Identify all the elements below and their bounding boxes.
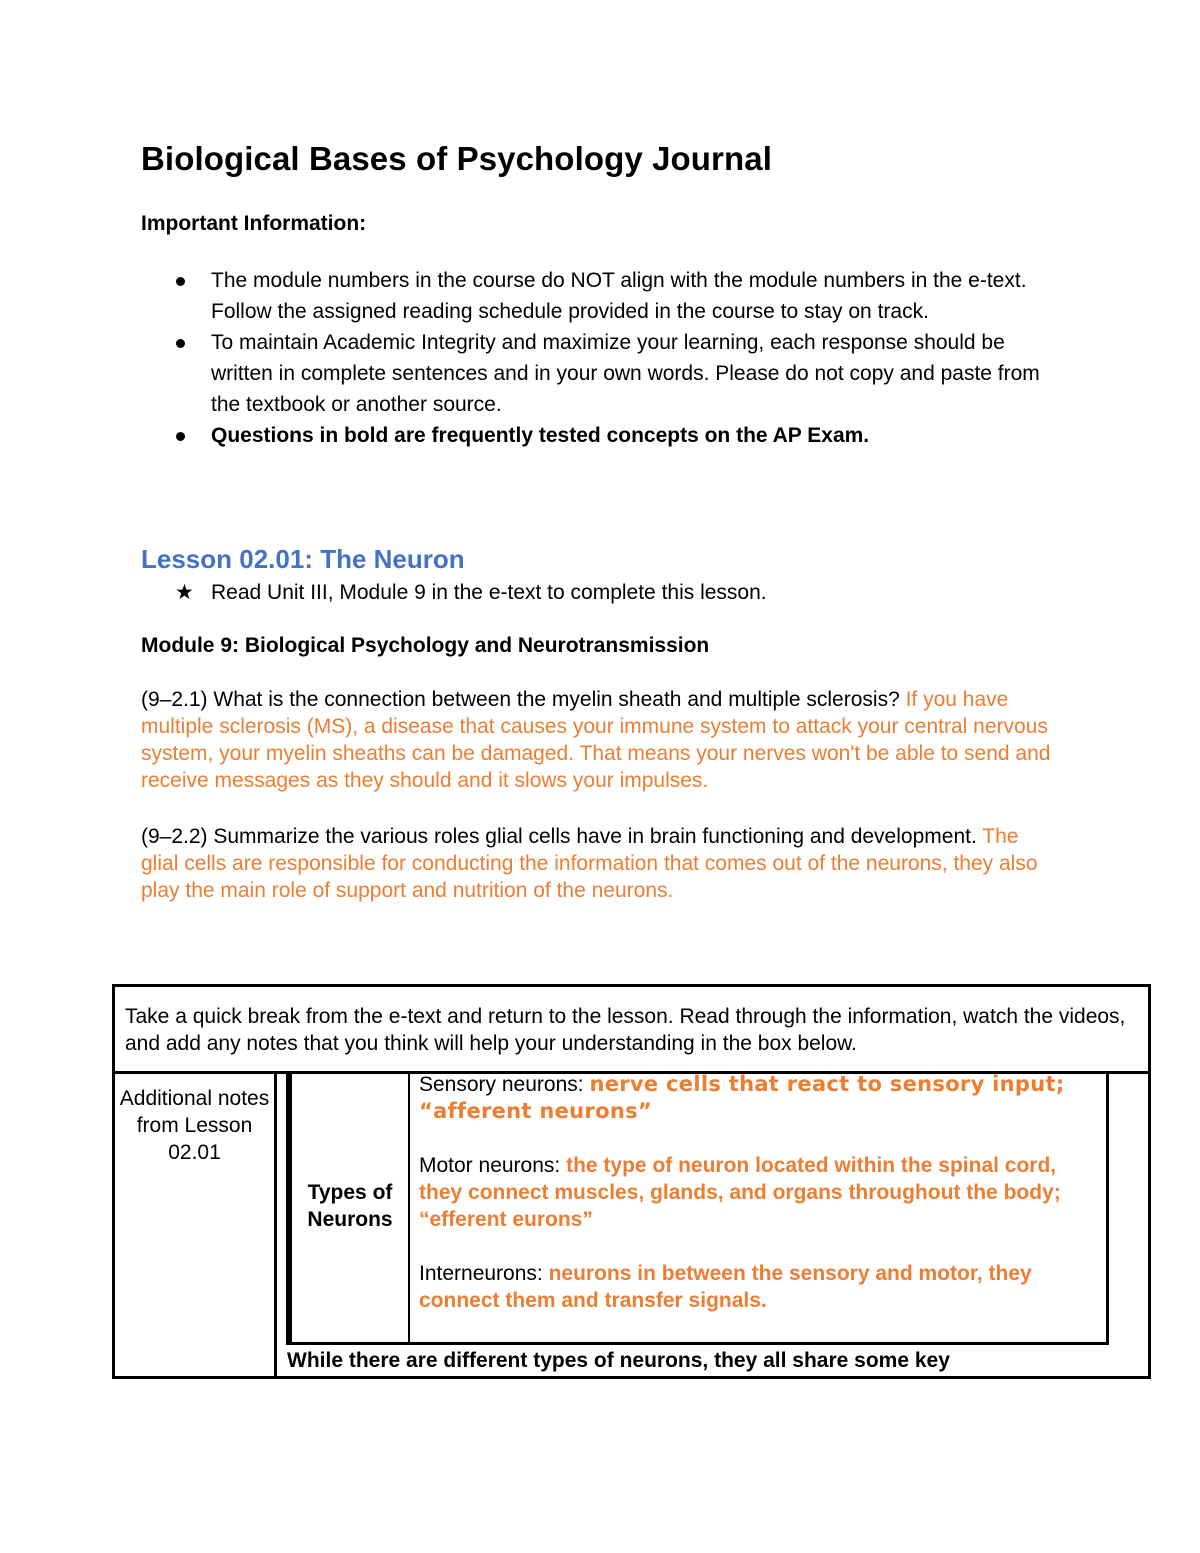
lesson-instruction	[175, 578, 767, 607]
additional-notes-label: Additional notes from Lesson 02.01	[119, 1087, 270, 1164]
neuron-type-label: Motor neurons:	[419, 1154, 561, 1177]
module-heading: Module 9: Biological Psychology and Neurotransmission	[141, 634, 710, 657]
important-info-list	[141, 265, 1071, 451]
bullet-text: The module numbers in the course do NOT align with the module numbers in the e-text. Follow the assigned reading schedule provided in the course to stay on track.	[211, 269, 1027, 323]
document-title: Biological Bases of Psychology Journal	[141, 140, 772, 177]
question-text: (9–2.2) Summarize the various roles glial cells have in brain functioning and development.	[141, 825, 977, 848]
bullet-text: To maintain Academic Integrity and maximize your learning, each response should be written in complete sentences and in your own words. Please do not copy and paste from the textbook or another source.	[211, 331, 1040, 416]
bullet-icon	[176, 339, 185, 348]
list-item	[141, 327, 1071, 420]
bullet-icon	[176, 432, 185, 441]
lesson-title: Lesson 02.01: The Neuron	[141, 544, 465, 574]
neuron-type-answer: nerve cells that react to sensory input; “afferent neurons”	[419, 1072, 1065, 1123]
neuron-type-answer: the type of neuron located within the spinal cord, they connect muscles, glands, and organs throughout the body; “efferent eurons”	[419, 1154, 1061, 1231]
neuron-type-entry	[419, 1071, 1104, 1125]
notes-box	[112, 984, 1151, 1379]
divider	[408, 1071, 410, 1342]
answer-text: The glial cells are responsible for conducting the information that comes out of the neurons, they also play the main role of support and nutrition of the neurons.	[141, 825, 1038, 902]
neuron-type-answer: neurons in between the sensory and motor, they connect them and transfer signals.	[419, 1262, 1032, 1312]
neuron-types-table	[286, 1071, 1109, 1345]
question-block	[141, 823, 1061, 904]
list-item	[141, 265, 1071, 327]
bullet-text: Questions in bold are frequently tested concepts on the AP Exam.	[211, 424, 870, 447]
important-info-heading: Important Information:	[141, 212, 367, 235]
neuron-type-label: Sensory neurons:	[419, 1073, 584, 1096]
list-item	[141, 420, 1071, 451]
notes-box-intro: Take a quick break from the e-text and return to the lesson. Read through the information, watch the videos, and add any notes that you think will help your understanding in the box below.	[125, 1005, 1126, 1055]
neuron-type-entry	[419, 1260, 1104, 1314]
lesson-instruction-text: Read Unit III, Module 9 in the e-text to complete this lesson.	[211, 581, 767, 604]
divider	[274, 1071, 277, 1379]
bullet-icon	[176, 277, 185, 286]
neuron-type-label: Interneurons:	[419, 1262, 543, 1285]
neuron-type-entry	[419, 1152, 1104, 1233]
neuron-shared-features-text: While there are different types of neurons, they all share some key	[287, 1349, 950, 1372]
types-of-neurons-label: Types of Neurons	[307, 1181, 393, 1231]
answer-text: If you have multiple sclerosis (MS), a disease that causes your immune system to attack your central nervous system, your myelin sheaths can be damaged. That means your nerves won't be able to send and receive messages as they should and it slows your impulses.	[141, 688, 1051, 792]
question-block	[141, 686, 1061, 794]
neuron-types-content	[419, 1071, 1104, 1341]
star-icon: ★	[175, 580, 194, 604]
question-text: (9–2.1) What is the connection between the myelin sheath and multiple sclerosis?	[141, 688, 900, 711]
